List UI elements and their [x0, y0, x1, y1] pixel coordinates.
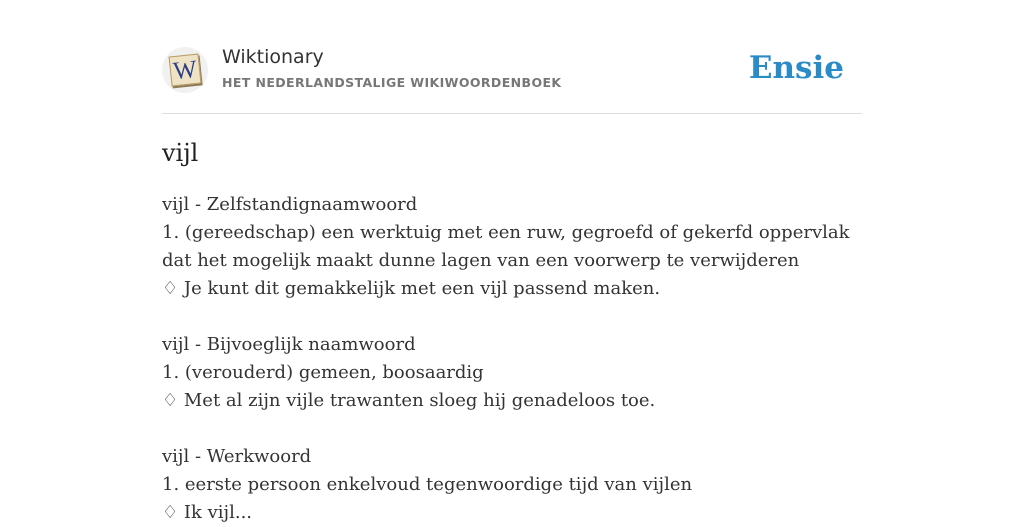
entry-definition: 1. eerste persoon enkelvoud tegenwoordige tijd van vijlen: [162, 474, 693, 495]
site-subtitle: HET NEDERLANDSTALIGE WIKIWOORDENBOEK: [222, 75, 562, 90]
entry-heading: vijl - Bijvoeglijk naamwoord: [162, 334, 416, 355]
site-title[interactable]: Wiktionary: [222, 46, 324, 68]
wiktionary-logo-icon[interactable]: [162, 47, 208, 93]
definition-entry: [162, 331, 862, 415]
page-title: vijl: [162, 139, 199, 167]
entry-example: ♢ Met al zijn vijle trawanten sloeg hij genadeloos toe.: [162, 390, 656, 411]
entry-example: ♢ Je kunt dit gemakkelijk met een vijl passend maken.: [162, 278, 661, 299]
entry-definition: 1. (verouderd) gemeen, boosaardig: [162, 362, 484, 383]
brand-link[interactable]: Ensie: [748, 50, 844, 86]
definition-list: [162, 191, 862, 527]
entry-example: ♢ Ik vijl...: [162, 502, 253, 523]
entry-heading: vijl - Zelfstandignaamwoord: [162, 194, 418, 215]
entry-heading: vijl - Werkwoord: [162, 446, 312, 467]
site-header: [162, 0, 862, 114]
logo-tile: W: [169, 54, 202, 87]
definition-entry: [162, 443, 862, 527]
page: [162, 0, 862, 527]
entry-definition: 1. (gereedschap) een werktuig met een ruw, gegroefd of gekerfd oppervlak dat het mogelijk maakt dunne lagen van een voorwerp te verwijderen: [162, 222, 850, 271]
definition-entry: [162, 191, 862, 303]
